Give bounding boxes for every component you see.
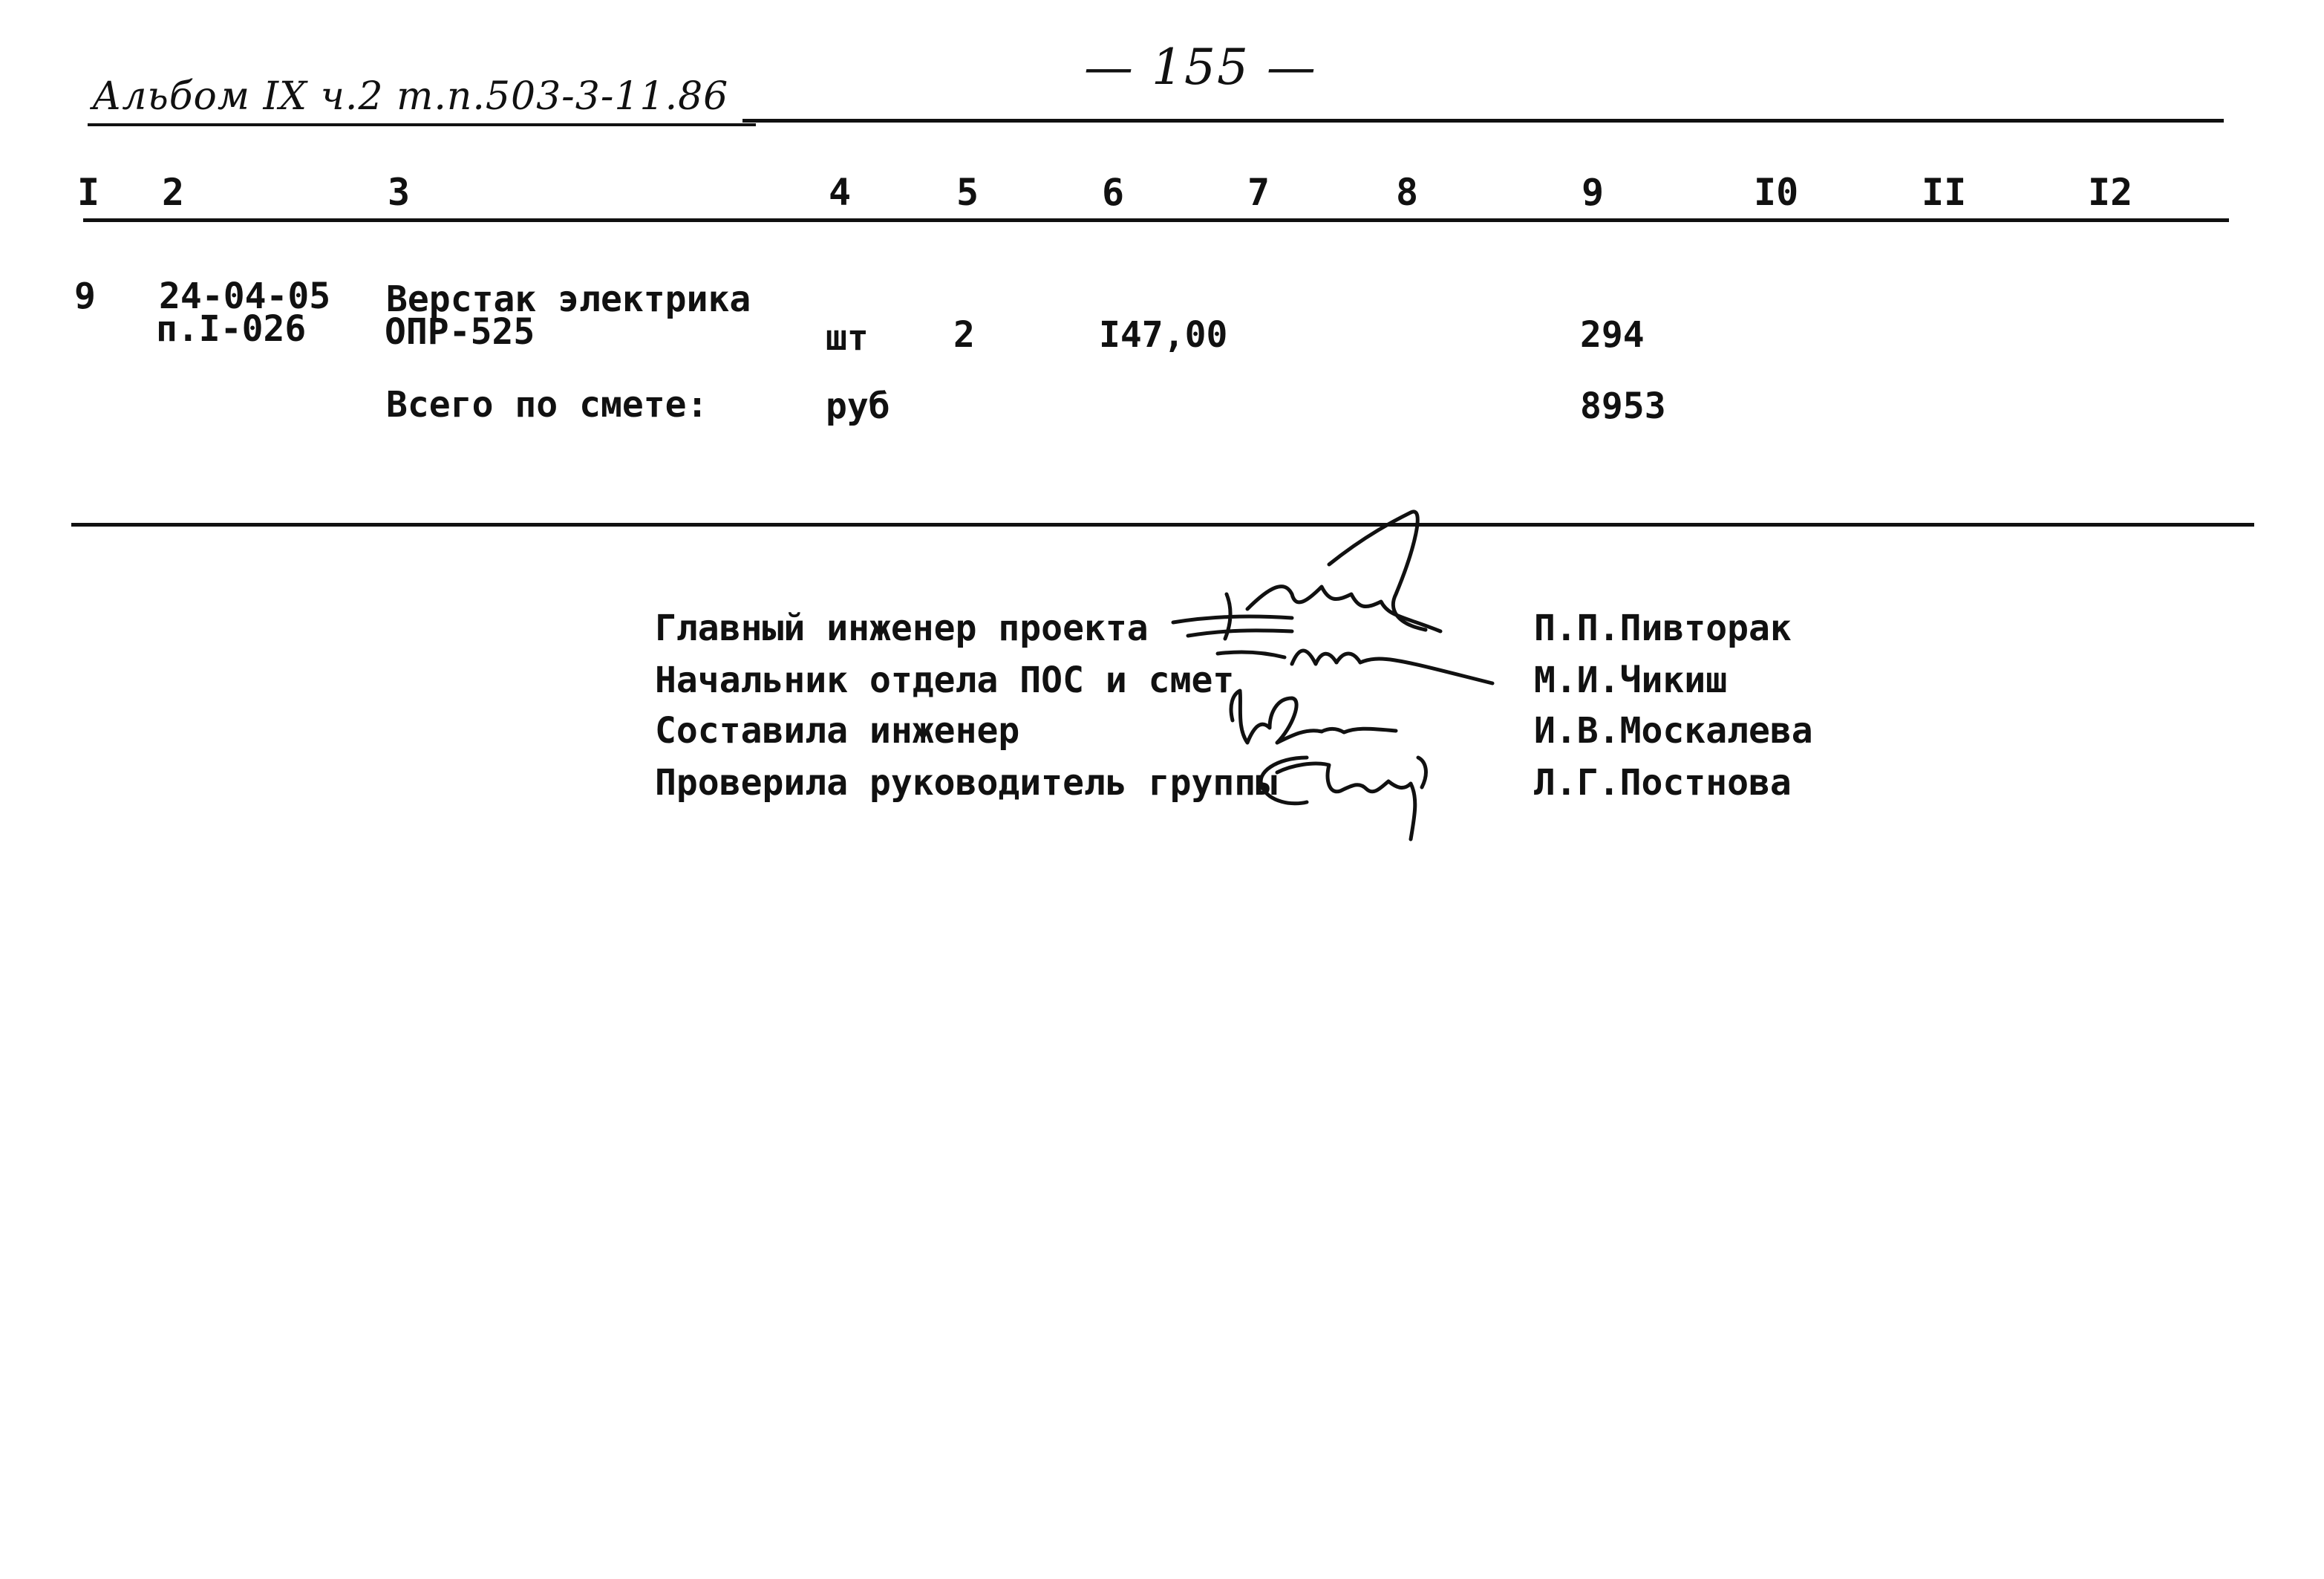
header-rule [83,218,2229,222]
signature-flourish [1329,512,1426,630]
handwritten-signatures [1143,505,1530,862]
signature-name-1: П.П.Пивторак [1534,608,1792,649]
column-header-10: I0 [1754,171,1799,214]
column-header-6: 6 [1102,171,1125,214]
row-price: I47,00 [1099,314,1228,356]
column-header-7: 7 [1247,171,1270,214]
column-header-5: 5 [956,171,979,214]
column-header-8: 8 [1396,171,1419,214]
row-code-line1: 24-04-05 [159,276,331,317]
signature-stroke-4 [1261,758,1426,839]
signature-role-1: Главный инженер проекта [655,608,1149,649]
column-header-2: 2 [162,171,185,214]
summary-total: 8953 [1580,385,1666,427]
signature-stroke-3 [1231,691,1396,743]
column-header-11: II [1922,171,1967,214]
row-name-line1: Верстак электрика [386,279,751,320]
top-rule [742,119,2224,123]
signature-name-3: И.В.Москалева [1534,710,1813,752]
row-number: 9 [74,276,96,317]
row-total: 294 [1580,314,1645,356]
signature-stroke-2 [1218,651,1492,683]
row-code-line2: п.I-026 [156,308,307,350]
summary-unit: руб [826,385,890,427]
row-unit: шт [826,317,869,359]
signature-role-3: Составила инженер [655,710,1020,752]
page-number: — 155 — [1084,39,1317,96]
signature-name-2: М.И.Чикиш [1534,660,1728,701]
row-quantity: 2 [953,314,975,356]
column-header-4: 4 [829,171,852,214]
summary-label: Всего по смете: [386,384,708,426]
row-name-line2: ОПР-525 [385,311,535,353]
signature-name-4: Л.Г.Постнова [1534,762,1792,804]
album-reference: Альбом IX ч.2 т.п.503-3-11.86 [92,74,729,119]
signature-stroke-1 [1173,587,1440,639]
signature-role-2: Начальник отдела ПОС и смет [655,660,1235,701]
album-underline [88,123,756,126]
column-header-9: 9 [1582,171,1605,214]
column-header-1: I [77,171,100,214]
column-header-12: I2 [2088,171,2133,214]
column-header-3: 3 [388,171,411,214]
signature-role-4: Проверила руководитель группы [655,762,1278,804]
